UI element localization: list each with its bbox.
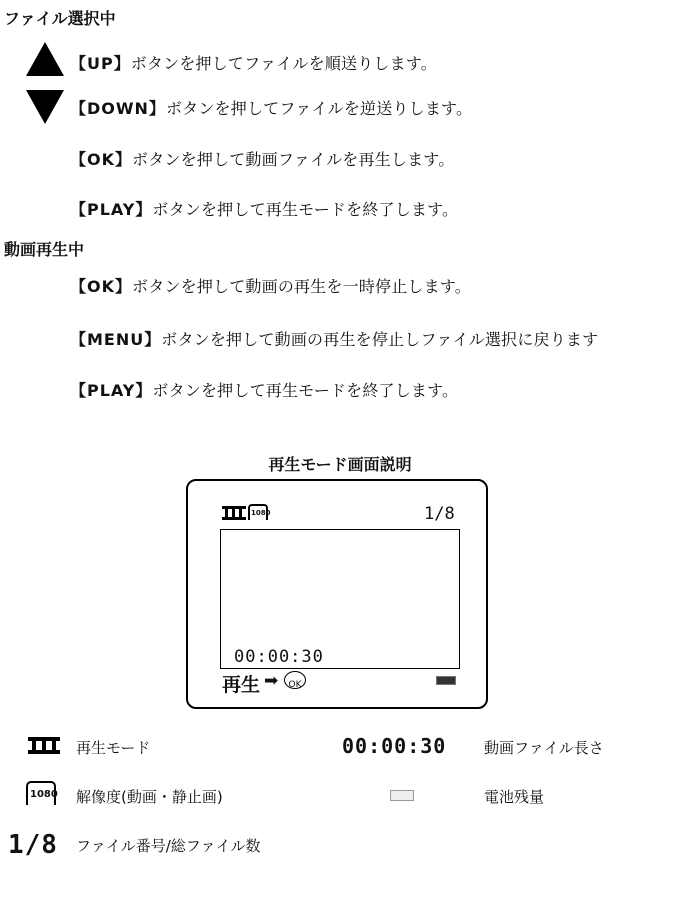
section-title-playing: 動画再生中 — [4, 240, 85, 259]
arrow-right-icon: ➡ — [264, 671, 279, 691]
mode-legend-icon — [28, 737, 60, 754]
legend-resolution: 解像度(動画・静止画) — [76, 788, 223, 806]
instruction-ok-pause — [70, 274, 471, 297]
resolution-legend-icon — [26, 781, 56, 805]
down-arrow-icon — [26, 90, 64, 124]
instruction-up-text: ボタンを押してファイルを順送りします。 — [130, 54, 437, 73]
file-counter: 1/8 — [424, 504, 455, 524]
key-menu: 【MENU】 — [70, 330, 162, 349]
playback-mode-icon — [222, 506, 246, 520]
instruction-play-exit-2 — [70, 378, 458, 401]
key-up: 【UP】 — [70, 54, 131, 73]
battery-legend-icon — [390, 790, 414, 801]
diagram-title: 再生モード画面説明 — [268, 455, 412, 474]
instruction-down-text: ボタンを押してファイルを逆送りします。 — [165, 99, 473, 118]
key-ok: 【OK】 — [70, 150, 133, 169]
up-arrow-icon — [26, 42, 64, 76]
key-play: 【PLAY】 — [70, 200, 153, 219]
key-ok-2: 【OK】 — [70, 277, 133, 296]
instruction-play-exit-text: ボタンを押して再生モードを終了します。 — [152, 200, 459, 219]
instruction-ok-pause-text: ボタンを押して動画の再生を一時停止します。 — [132, 277, 471, 296]
battery-icon — [436, 676, 456, 685]
resolution-legend-icon-label: 1080 — [30, 789, 58, 800]
legend-duration-label: 動画ファイル長さ — [484, 739, 604, 757]
instruction-menu-text: ボタンを押して動画の再生を停止しファイル選択に戻ります — [161, 330, 599, 349]
playback-label: 再生 — [222, 674, 261, 696]
legend-battery: 電池残量 — [484, 788, 545, 806]
instruction-ok-play — [70, 147, 454, 170]
duration-display: 00:00:30 — [234, 647, 324, 667]
key-play-2: 【PLAY】 — [70, 381, 153, 400]
key-down: 【DOWN】 — [70, 99, 166, 118]
instruction-play-exit — [70, 197, 458, 220]
ok-button-icon — [284, 671, 306, 689]
instruction-menu — [70, 327, 598, 350]
instruction-ok-play-text: ボタンを押して動画ファイルを再生します。 — [132, 150, 455, 169]
instruction-down — [70, 96, 472, 119]
legend-duration-value: 00:00:30 — [342, 734, 447, 758]
legend-mode: 再生モード — [76, 739, 151, 757]
legend-counter-label: ファイル番号/総ファイル数 — [76, 837, 261, 855]
ok-symbol: OK — [288, 680, 302, 690]
section-title-file-select: ファイル選択中 — [4, 9, 116, 28]
legend-counter-value: 1/8 — [8, 830, 58, 860]
instruction-up — [70, 51, 437, 74]
resolution-icon-label: 1080 — [251, 509, 271, 517]
instruction-play-exit-2-text: ボタンを押して再生モードを終了します。 — [152, 381, 459, 400]
resolution-icon — [248, 504, 271, 520]
